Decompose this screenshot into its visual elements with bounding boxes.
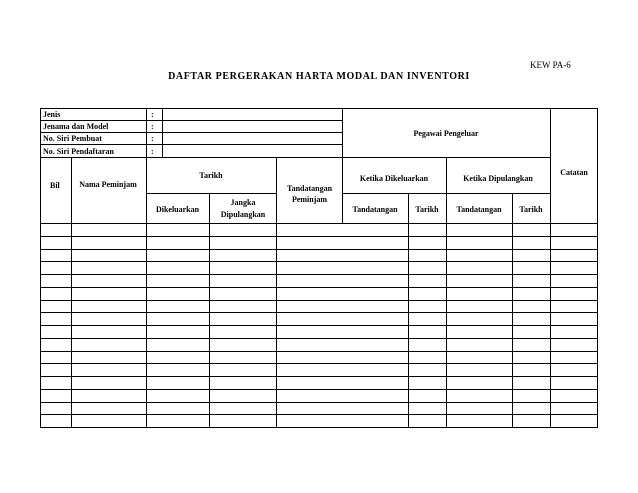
header-catatan: Catatan xyxy=(560,168,588,177)
table-row xyxy=(41,351,597,352)
rule xyxy=(342,193,550,194)
rule xyxy=(41,157,550,158)
rule xyxy=(446,157,447,427)
field-label-jenis: Jenis xyxy=(43,110,61,119)
table-row xyxy=(41,376,597,377)
rule xyxy=(408,193,409,427)
field-colon: : xyxy=(151,147,154,156)
rule xyxy=(162,109,163,157)
table-row xyxy=(41,287,597,288)
header-ketika-dipulangkan: Ketika Dipulangkan xyxy=(463,174,533,183)
header-dikeluarkan: Dikeluarkan xyxy=(155,205,200,214)
rule xyxy=(41,132,342,133)
table-row xyxy=(41,325,597,326)
header-bottom-rule xyxy=(41,223,597,224)
table-row xyxy=(41,236,597,237)
header-ketika-dikeluarkan: Ketika Dikeluarkan xyxy=(359,174,429,183)
table-row xyxy=(41,300,597,301)
rule xyxy=(41,144,342,145)
table-row xyxy=(41,402,597,403)
header-tandatangan-peminjam: Tandatangan Peminjam xyxy=(286,184,333,204)
table-row xyxy=(41,249,597,250)
header-nama-peminjam: Nama Peminjam xyxy=(79,180,137,189)
form-code: KEW PA-6 xyxy=(530,60,571,70)
field-label-jenama: Jenama dan Model xyxy=(43,122,109,131)
movement-register-table xyxy=(40,108,598,428)
rule xyxy=(209,193,210,427)
table-row xyxy=(41,312,597,313)
header-bil: Bil xyxy=(50,181,60,190)
rule xyxy=(146,157,147,427)
table-row xyxy=(41,363,597,364)
rule xyxy=(512,193,513,427)
table-row xyxy=(41,261,597,262)
header-jangka-dipulangkan: Jangka Dipulangkan xyxy=(220,198,266,219)
field-colon: : xyxy=(151,110,154,119)
page-title: DAFTAR PERGERAKAN HARTA MODAL DAN INVENTORI xyxy=(168,71,470,82)
rule xyxy=(41,120,342,121)
rule xyxy=(71,157,72,427)
header-tarikh-keluar: Tarikh xyxy=(415,205,439,214)
field-label-siri-pembuat: No. Siri Pembuat xyxy=(43,134,102,143)
header-tandatangan-keluar: Tandatangan xyxy=(352,205,398,214)
table-row xyxy=(41,414,597,415)
field-colon: : xyxy=(151,134,154,143)
header-tandatangan-pulang: Tandatangan xyxy=(456,205,502,214)
rule xyxy=(146,109,147,157)
header-pegawai-pengeluar: Pegawai Pengeluar xyxy=(413,129,479,138)
header-tarikh-pulang: Tarikh xyxy=(519,205,543,214)
rule xyxy=(146,193,276,194)
rule xyxy=(550,109,551,427)
header-tarikh: Tarikh xyxy=(199,171,223,180)
table-row xyxy=(41,274,597,275)
field-colon: : xyxy=(151,122,154,131)
field-label-siri-pendaftaran: No. Siri Pendaftaran xyxy=(43,147,114,156)
table-row xyxy=(41,338,597,339)
table-row xyxy=(41,389,597,390)
